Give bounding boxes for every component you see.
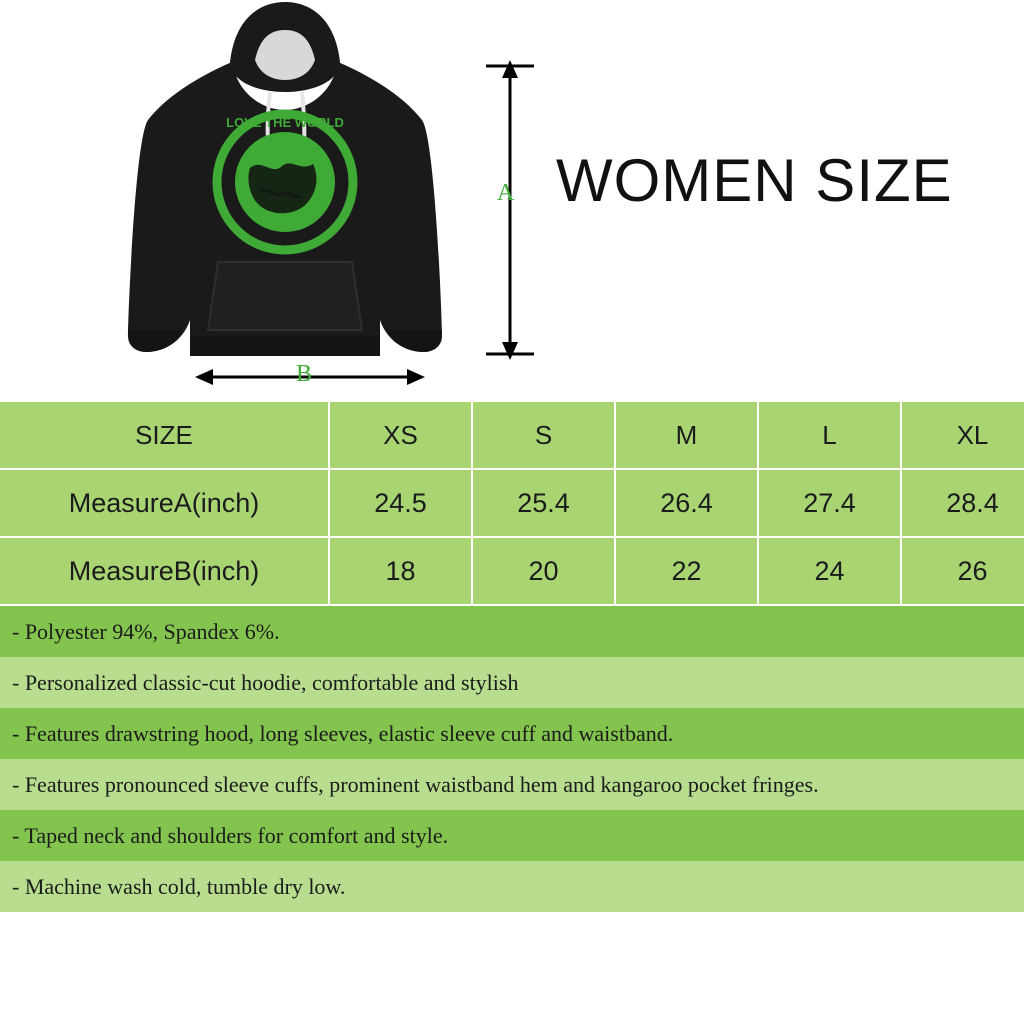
list-item: - Personalized classic-cut hoodie, comfortable and stylish <box>0 657 1024 708</box>
table-header-cell-l: L <box>758 401 901 469</box>
list-item: - Machine wash cold, tumble dry low. <box>0 861 1024 912</box>
row-label-measure-a: MeasureA(inch) <box>0 469 329 537</box>
list-item: - Features pronounced sleeve cuffs, prominent waistband hem and kangaroo pocket fringes. <box>0 759 1024 810</box>
table-header-cell-size: SIZE <box>0 401 329 469</box>
page-title: WOMEN SIZE <box>556 147 953 214</box>
list-item: - Features drawstring hood, long sleeves, elastic sleeve cuff and waistband. <box>0 708 1024 759</box>
product-illustration-section <box>0 0 1024 400</box>
features-list <box>0 606 1024 912</box>
table-row <box>0 537 1024 605</box>
table-header-cell-s: S <box>472 401 615 469</box>
measure-a-label: A <box>497 180 515 206</box>
table-header-cell-m: M <box>615 401 758 469</box>
garment-print <box>217 114 353 250</box>
table-header-cell-xs: XS <box>329 401 472 469</box>
list-item: - Polyester 94%, Spandex 6%. <box>0 606 1024 657</box>
cell-measure-b-xs: 18 <box>329 537 472 605</box>
cell-measure-a-xl: 28.4 <box>901 469 1024 537</box>
table-header-cell-xl: XL <box>901 401 1024 469</box>
list-item: - Taped neck and shoulders for comfort and style. <box>0 810 1024 861</box>
table-header-row <box>0 401 1024 469</box>
cell-measure-a-l: 27.4 <box>758 469 901 537</box>
print-text: LOVE THE WORLD <box>226 115 344 130</box>
cell-measure-b-l: 24 <box>758 537 901 605</box>
hoodie-graphic <box>110 0 460 370</box>
table-row <box>0 469 1024 537</box>
cell-measure-b-m: 22 <box>615 537 758 605</box>
measure-b-label: B <box>296 361 313 387</box>
cell-measure-b-s: 20 <box>472 537 615 605</box>
hoodie-illustration <box>110 0 460 370</box>
row-label-measure-b: MeasureB(inch) <box>0 537 329 605</box>
cell-measure-a-m: 26.4 <box>615 469 758 537</box>
cell-measure-a-xs: 24.5 <box>329 469 472 537</box>
size-chart-table <box>0 400 1024 606</box>
measure-a-arrow <box>480 60 540 360</box>
cell-measure-a-s: 25.4 <box>472 469 615 537</box>
cell-measure-b-xl: 26 <box>901 537 1024 605</box>
